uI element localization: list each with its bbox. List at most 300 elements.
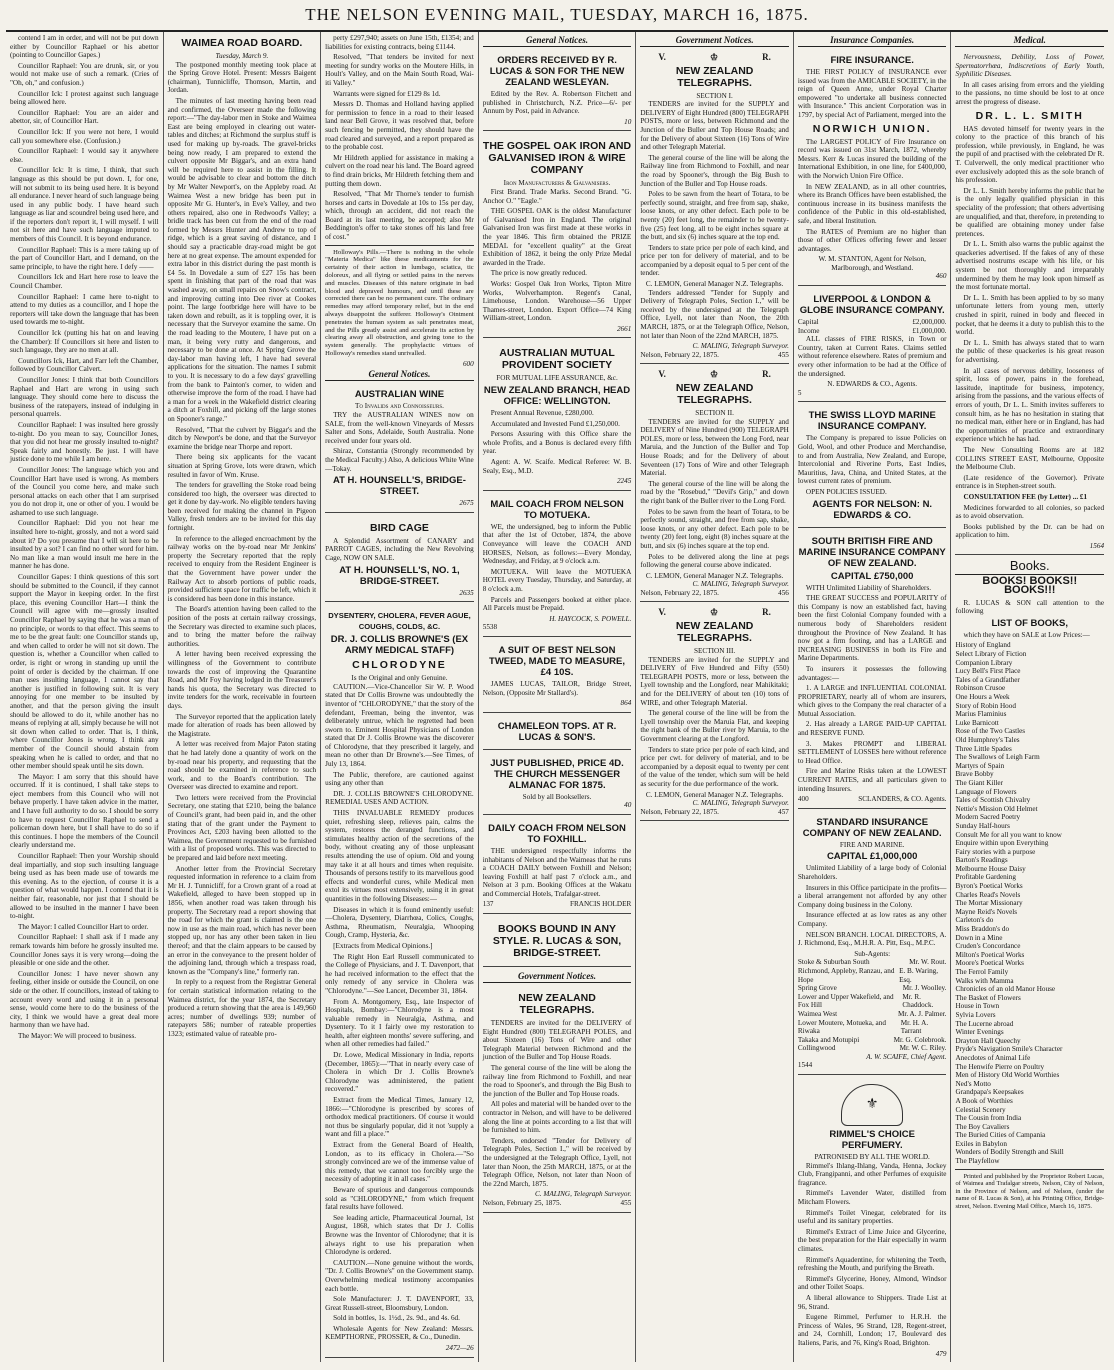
- ad-title: NEW ZEALAND TELEGRAPHS.: [675, 620, 754, 645]
- book-title: Enquire within upon Everything: [955, 839, 1049, 848]
- chlorodyne-title: CHLORODYNE: [352, 659, 447, 672]
- book-title: The Lucerne abroad: [955, 1019, 1014, 1028]
- ad-title: BIRD CAGE: [369, 521, 429, 534]
- ad-body: Present Annual Revenue, £280,000.: [490, 409, 594, 418]
- ad-title: RIMMEL'S CHOICE PERFUMERY.: [829, 1129, 915, 1152]
- crown-icon: ♔: [709, 52, 719, 62]
- ad-body: Medicines forwarded to all colonies, so packed as to avoid observation.: [955, 503, 1105, 521]
- ad-number: 600: [462, 359, 474, 368]
- ad-number: 1564: [1089, 541, 1105, 550]
- ad-body: Sole Manufacturer: J. T. DAVENPORT, 33, Great Russell-street, Bloomsbury, London.: [325, 1295, 474, 1312]
- ad-body: THE GOSPEL OAK is the oldest Manufacturer of Galvanised Iron in England. The original Galvanised Iron was first made at these works in the year 1846. This firm obtained the PRIZE MEDAL for "excellent quality" at the Great Exhibition of 1862, it being the only Prize Medal awarded in the Trade.: [482, 207, 632, 267]
- ad-body: TENDERS are invited for the SUPPLY and DELIVERY of Nine Hundred (900) TELEGRAPH POLES, more or less, between the Long Ford, near Maruia, and the Junction of the Buller and Top House Roads; and for the Delivery of about Seventeen (17) Tons of Wire and other Telegraph Material.: [640, 417, 789, 478]
- sub-agent-district: Waimea West: [797, 1009, 838, 1018]
- sub-agent-row: [798, 1010, 947, 1019]
- ad-body: Tenders to state price per pole of each kind, and price per ton for delivery of material, and to be accompanied by a deposit equal to 5 per cent of the tender.: [640, 243, 789, 278]
- sub-agent-district: Lower and Upper Wakefield, and Fox Hill: [797, 992, 894, 1010]
- telegraphs-section-3: [640, 605, 789, 821]
- ad-subtitle: PATRONISED BY ALL THE WORLD.: [814, 1153, 930, 1162]
- ad-body: Rimmel's Extract of Lime Juice and Glycerine, the best preparation for the Hair especially in warm climates.: [797, 1227, 947, 1253]
- telegraphs-notice: [483, 986, 632, 1212]
- sub-agent-name: Mr. G. Colebrook.: [893, 1035, 947, 1044]
- book-title: The Cousin from India: [955, 1114, 1022, 1123]
- church-messenger-ad: [483, 753, 632, 815]
- book-title: Down in a Mine: [955, 933, 1003, 942]
- ad-body: Dr L. L. Smith has been applied to by so many unfortunate letters from young men, utterly crushed in spirit, ruined in body and fleeced in pocket, that he deems it a duty to publish this to the world.: [955, 293, 1105, 337]
- road-board-paragraph: In reference to the alleged encroachment by the railway works on the by-road near Mr Jenkins' property the Secretary reported that the reply received to enquiry from the Resident Engineer is that the Government have power under the Railway Act to absorb portions of public roads, provided sufficient space for traffic be left, which it is considered has been done in this instance.: [167, 534, 317, 603]
- fire-insurance-ad: [798, 50, 947, 286]
- ad-title: BOOKS BOUND IN ANY STYLE. R. LUCAS & SON, BRIDGE-STREET.: [492, 923, 622, 960]
- ad-body: Rimmel's Glycerine, Honey, Almond, Windsor and other Toilet Soaps.: [797, 1274, 947, 1292]
- ad-date: Nelson, February 22, 1875.: [640, 588, 719, 597]
- sub-agent-district: Stoke & Suburban South: [797, 958, 870, 967]
- council-report-paragraph: Councillor Jones: I have never shown any feeling, either inside or outside the Council, on one side or the other. If councillors, instead of taking to account every word and using it in a personal sense, would come here to do the business of the city, I think we would have a great deal more harmony than we have had.: [10, 969, 159, 1030]
- council-report-paragraph: Councillor Ick (putting his hat on and leaving the Chamber): If Councillors sit here and listen to such language, they are no men at all.: [10, 329, 159, 355]
- road-board-paragraph: Resolved, "That Mr Thorne's tender to furnish horses and carts in Dovedale at 10s to 15s per day, which, through an accident, did not reach the Board at its last meeting, be accepted; also Mr Beddington's offer to take stones off his land free of cost.": [325, 190, 474, 242]
- road-board-paragraph: Resolved, "That tenders be invited for next meeting for sundry works on the Moutere Hills, in Hoult's Valley, and on the Main South Road, Wai-iti Valley.": [325, 53, 474, 87]
- book-title: Rose of the Two Castles: [955, 727, 1026, 736]
- book-title: Three Little Spades: [955, 744, 1012, 753]
- column-5: [636, 32, 794, 1362]
- ad-body: The RATES of Premium are no higher than those of other Offices offering fewer and lesser advantages.: [797, 227, 947, 253]
- ad-body: THE GREAT SUCCESS and POPULARITY of this Company is now an established fact, having been the first Colonial Company founded with a numerous body of Shareholders resident throughout the Province of New Zealand. It has now got a firm footing, and has a LARGE and INCREASING BUSINESS in both its Fire and Marine Departments.: [797, 594, 947, 663]
- telegraphs-section-2: [640, 367, 789, 602]
- bird-cage-ad: [325, 516, 474, 602]
- chlorodyne-ad: [325, 605, 474, 1358]
- books-banner: BOOKS! BOOKS!! BOOKS!!!: [982, 575, 1078, 597]
- ad-body: DR. J. COLLIS BROWNE'S CHLORODYNE. REMEDIAL USES AND ACTION.: [325, 789, 474, 807]
- insurance-companies-header: Insurance Companies.: [798, 34, 947, 47]
- ad-title: THE GOSPEL OAK IRON AND GALVANISED IRON & WIRE COMPANY: [482, 140, 632, 177]
- road-board-paragraph: Warrants were signed for £129 8s 1d.: [333, 89, 441, 98]
- advantage-item: 2. Has already a LARGE PAID-UP CAPITAL and RESERVE FUND.: [797, 720, 947, 738]
- road-board-paragraph: In reply to a request from the Registrar General for certain statistical information relating to the Waimea district, for the year 1874, the Secretary produced a return showing that the area is 149,960 acres; number of dwellings 939; number of ratepayers 586; number of rateable properties 1323; estimated value of rateable pro-: [167, 978, 317, 1038]
- book-title: Grandpapa's Keepsakes: [955, 1088, 1024, 1097]
- masthead: THE NELSON EVENING MAIL, TUESDAY, MARCH 16, 1875.: [6, 0, 1108, 32]
- ad-signature: SCLANDERS, & CO. Agents.: [858, 795, 947, 804]
- advantage-item: 1. A LARGE and INFLUENTIAL COLONIAL PROPRIETARY, nearly all of whom are insurers, which gives to the Company the real character of a Mutual Association.: [797, 684, 947, 718]
- ad-signature: C. MALING, Telegraph Surveyor.: [692, 342, 789, 351]
- ad-title: A SUIT OF BEST NELSON TWEED, MADE TO MEASURE, £4 10S.: [489, 644, 626, 678]
- ad-signature: C. LEMON, General Manager N.Z. Telegraphs.: [645, 571, 784, 580]
- capital-line: CAPITAL £750,000: [830, 570, 914, 582]
- ad-body: Poles to be sawn from the heart of Totara, to be perfectly sound, straight, and free from sap, shake, loose knots, or any other defect. Each pole to be twenty (20) feet long, eight (8) inches square at the butt, and six (6) inches square at the top end.: [640, 507, 789, 550]
- road-board-paragraph: The Board's attention having been called to the position of the posts at certain railway crossings, the Secretary was directed to examine such places, and to bring the matter before the railway authorities.: [167, 605, 317, 648]
- book-title: Modern Sacred Poetry: [955, 813, 1021, 822]
- book-title: One Hours a Week: [955, 693, 1010, 701]
- road-board-paragraph: Messrs D. Thomas and Holland having applied for permission to fence in a road to their leased land near Bell Grove, it was resolved that, before such fencing be permitted, they should have the road cleared and surveyed, and a report prepared as to the probable cost.: [325, 100, 474, 152]
- ad-body: (Late residence of the Governor). Private entrance is in Stephen-street south.: [955, 473, 1105, 491]
- ad-number: 460: [935, 272, 947, 281]
- book-title: The Giant Killer: [955, 778, 1003, 787]
- divider: [955, 1169, 1104, 1170]
- ad-body: The general course of the line will be along the railway line from Richmond to Foxhill, and near the road to Spooner's, and through the Big Bush to the junction of the Buller and Top House roads.: [482, 1064, 632, 1098]
- sub-agent-district: Collingwood: [797, 1044, 836, 1053]
- government-notices-header: Government Notices.: [640, 34, 789, 47]
- ad-number: 2472—26: [445, 1344, 474, 1353]
- sub-agent-district: Lower Moutere, Motueka, and Riwaka: [797, 1018, 886, 1036]
- book-title: Tales of Scottish Chivalry: [955, 796, 1031, 805]
- ad-body: Extract from the Medical Times, January 12, 1866:—"Chlorodyne is prescribed by scores of orthodox medical practitioners. Of course it would not thus be singularly popular, did it not 'supply a want and fill a place.'": [325, 1096, 474, 1139]
- row-value: £2,000,000.: [912, 318, 947, 327]
- ad-body: The price is now greatly reduced.: [490, 269, 587, 278]
- council-report-paragraph: Councillor Jones: The language which you and Councillor Hart have used is wrong. As members of the Council you come here, and make such personal attacks on each other that I am surprised you do not drop it, one or other of you. I would be ashamed to use such language.: [10, 465, 159, 517]
- ad-body: Rimmel's Aquadentine, for whitening the Teeth, refreshing the Mouth, and purifying the Breath.: [797, 1255, 947, 1273]
- amp-society-ad: [483, 341, 632, 490]
- book-title: Mayne Reid's Novels: [955, 907, 1018, 916]
- book-title: Miss Braddon's do: [955, 925, 1010, 934]
- ad-body: Dr L. L. Smith also warns the public against the quackeries advertised. If the fakes of any of these advertised nostrums escape with his life, or his system be not thoroughly and irreparably undermined by them he may look upon himself as the most fortunate mortal.: [955, 240, 1105, 292]
- ad-body: The New Consulting Rooms are at 182 COLLINS STREET EAST, Melbourne, Opposite the Melbourne Club.: [955, 445, 1105, 472]
- ad-body: To insurers it possesses the following advantages:—: [797, 664, 947, 682]
- ad-body: In all cases arising from errors and the yielding to the passions, no time should be lost to at once arrest the progress of disease.: [955, 80, 1105, 106]
- ad-number: 5538: [482, 623, 498, 632]
- ad-signature: C. LEMON, General Manager N.Z. Telegraphs.: [645, 790, 784, 799]
- waimea-report-continued: [325, 34, 474, 242]
- ad-body: JAMES LUCAS, TAILOR, Bridge Street, Nelson, (Opposite Mr Stallard's).: [482, 679, 632, 697]
- council-report-paragraph: contend I am in order, and will not be put down either by Councillor Raphael or his abettor (pointing to Councillor Gapes.): [10, 34, 159, 60]
- ad-shop: AT H. HOUNSELL'S, NO. 1, BRIDGE-STREET.: [339, 564, 460, 587]
- book-title: Anecdotes of Animal Life: [955, 1053, 1031, 1062]
- ad-subtitle: SECTION III.: [694, 647, 736, 656]
- ad-body: Dr L. L. Smith has always stated that to warn the public of these quackeries is his great reason for advertising.: [955, 338, 1105, 364]
- book-title: The Swallows of Leigh Farm: [955, 753, 1040, 762]
- book-title: Language of Flowers: [955, 787, 1017, 796]
- sub-agent-row: [798, 958, 947, 967]
- ad-body: The LARGEST POLICY of Fire Insurance on record was issued on 31st March, 1872, whereby Messrs. Kerr & Lucas insured the building of the International Exhibition, in one line, for £400,000, with the Norwich Union Fire Office.: [797, 137, 947, 180]
- council-report-paragraph: Councillors Ick and Hart here rose to leave the Council Chamber.: [10, 273, 159, 291]
- row-value: £1,000,000.: [912, 326, 947, 335]
- column-3: [321, 32, 479, 1362]
- road-board-paragraph: Resolved, "That the culvert by Biggar's and the ditch by Newport's be done, and that the Surveyor examine the bridge near Thorpe and report.: [167, 425, 317, 451]
- ad-body: Rimmel's Ihlang-Ihlang, Vanda, Henna, Jockey Club, Frangipanni, and other Perfumes of exquisite fragrance.: [797, 1161, 947, 1187]
- ad-footer: [640, 808, 789, 817]
- ad-date: Nelson, February 22, 1875.: [640, 807, 719, 816]
- book-title: Melbourne House Daisy: [955, 864, 1026, 873]
- ad-title: SOUTH BRITISH FIRE AND MARINE INSURANCE COMPANY OF NEW ZEALAND.: [798, 535, 946, 569]
- tweed-suit-ad: [483, 640, 632, 713]
- column-4: [479, 32, 637, 1362]
- ad-body: ALL classes of FIRE RISKS, in Town or Country, taken at Current Rates. Claims settled without reference elsewhere. Rates of premium and every other information to be had at the Office of the undersigned.: [797, 335, 947, 378]
- ad-body: Parcels and Passengers booked at either place. All Parcels must be Prepaid.: [482, 595, 632, 613]
- book-title: Exiles in Babylon: [955, 1139, 1007, 1148]
- ad-number: 5: [797, 388, 802, 397]
- ad-title: NEW ZEALAND TELEGRAPHS.: [675, 382, 754, 406]
- council-report-paragraph: Councillor Raphael: You are drunk, sir, or you would not make use of such a remark. (Cries of "Oh, oh," and confusion.): [10, 61, 159, 87]
- book-title: Wonders of Bodily Strength and Skill: [955, 1148, 1064, 1157]
- ad-number: 2661: [616, 324, 632, 333]
- ad-body: From A. Montgomery, Esq., late Inspector of Hospitals, Bombay:—"Chlorodyne is a most valuable remedy in Neuralgia, Asthma, and Dysentery. To it I fairly owe my restoration to health, after eighteen months' severe suffering, and when all other remedies had failed.": [325, 997, 474, 1049]
- ad-body: Rimmel's Toilet Vinegar, celebrated for its useful and its sanitary properties.: [797, 1208, 947, 1226]
- advantages-list: [798, 684, 947, 765]
- ad-body: Dr L. L. Smith hereby informs the public that he is the only legally qualified physician in this speciality of the profession; that others advertising are unqualified, and that, therefore, in pretending to be qualified are obtaining money under false pretences.: [955, 186, 1105, 238]
- ad-body: TRY the AUSTRALIAN WINES now on SALE, from the well-known Vineyards of Messrs Salter and Sons, Adelaide, South Australia. None received under four years old.: [325, 411, 474, 445]
- council-report-paragraph: Councillor Raphael: I shall ask if I made any remark towards him before he grossly insulted me. Councillor Jones says it is very wrong—doing the pleasible or one side and the other.: [10, 933, 159, 968]
- book-title: Cruden's Concordance: [955, 942, 1021, 951]
- ad-body: Fire and Marine Risks taken at the LOWEST CURRENT RATES, and all particulars given to intending Insurers.: [797, 767, 947, 793]
- ad-body: [Extracts from Medical Opinions.]: [333, 941, 433, 950]
- book-title: Sylvia Lovers: [955, 1010, 996, 1019]
- ad-number: 400: [797, 795, 809, 804]
- ad-body: Books published by the Dr. can be had on application to him.: [955, 522, 1105, 540]
- ad-body: THIS INVALUABLE REMEDY produces quiet, refreshing sleep, relieves pain, calms the system, restores the deranged functions, and stimulates healthy action of the secretions of the body, without creating any of those unpleasant results attending the use of opium. Old and young may take it at all hours and times when requisite. Thousands of persons testify to its marvellous good effects and wonderful cures, while Medical men extol its virtues most extensively, using it in great quantities in the following Diseases:—: [325, 809, 474, 903]
- book-title: Byron's Poetical Works: [955, 882, 1023, 891]
- ad-title: NEW ZEALAND TELEGRAPHS.: [675, 64, 754, 89]
- book-title: Pryde's Navigation Smile's Character: [955, 1045, 1063, 1054]
- council-report-paragraph: Councillor Jones: I think that both Councillors Raphael and Hart are wrong in using such language. They should come here to discuss the business of the ratepayers, instead of indulging in personal quarrels.: [10, 375, 159, 419]
- crown-emblem: V. ♔ R.: [658, 52, 771, 62]
- book-title: Martyrs of Spain: [955, 761, 1005, 770]
- ad-body: Poles to be delivered along the line at pegs following the general course above indicated.: [640, 552, 789, 570]
- standard-insurance-ad: [798, 812, 947, 1075]
- ad-subtitle: NEW ZEALAND BRANCH, HEAD OFFICE: WELLINGTON.: [483, 385, 631, 408]
- mail-coach-ad: [483, 494, 632, 637]
- book-title: Men of History Old World Worthies: [955, 1071, 1060, 1080]
- ad-body: Tenders, endorsed "Tender for Delivery of Telegraph Poles, Section I.," will be received by the undersigned at the Telegraph Office, Lyell, not later than Noon, the 25th MARCH, 1875, or at the Telegraph Office, Nelson, not later than Noon of the 22nd March, 1875.: [482, 1136, 632, 1188]
- capital-row: [798, 318, 947, 327]
- ad-signature: FRANCIS HOLDER: [570, 900, 632, 909]
- book-title: Fairy stories with a purpose: [955, 847, 1036, 856]
- crown-emblem: V. ♔ R.: [658, 369, 771, 380]
- books-intro: R. LUCAS & SON call attention to the following: [955, 598, 1105, 616]
- book-title: Drayton Hall Queechy: [955, 1036, 1021, 1045]
- royal-crest-icon: ⚜: [841, 1084, 903, 1126]
- ad-body: Works: Gospel Oak Iron Works, Tipton Mitre Works, Wolverhampton. Regent's Canal, Limehouse, London. Warehouse—56 Upper Thames-street, London. Export Office—74 King William-street, London.: [482, 279, 632, 323]
- ad-signature: A. W. SCAIFE, Chief Agent.: [866, 1052, 947, 1061]
- book-title: Select Library of Fiction: [955, 650, 1027, 659]
- book-title: The Basket of Flowers: [955, 993, 1021, 1002]
- waimea-report: [168, 61, 317, 1039]
- ad-subtitle: Iron Manufacturers & Galvanisers.: [503, 179, 611, 188]
- ad-title: AUSTRALIAN WINE: [354, 389, 445, 401]
- holloway-notice: Holloway's Pills.—There is nothing in the whole "Materia Medica" like these medicaments for the certainty of their action in lumbago, sciatica, tic doloreux, and all flying or settled pains in the nerves and muscles. Diseases of this nature originate in bad blood and depraved humours, and until these are corrected there can be no permanent cure. The ordinary remedies may afford temporary relief, but in the end always disappoint the sufferer. Holloway's Ointment penetrates the human system as salt penetrates meat, and the Pills greatly assist and accelerate its action by clearing away all obstruction, and giving tone to the system generally. The prophylactic virtues of Holloway's remedies stand unrivalled.: [325, 248, 474, 358]
- council-report-paragraph: Councillor Raphael: I came here to-night to attend to my duties as a councillor, and I hope the reporters will take down the language that has been used towards me to-night.: [10, 292, 159, 327]
- book-title: Luke Barnicott: [955, 718, 999, 727]
- sub-agent-name: E. B. Waring, Esq.: [899, 966, 939, 984]
- ad-number: 457: [778, 807, 789, 816]
- book-title: Ned's Motto: [955, 1079, 991, 1088]
- ad-body: CAUTION.—None genuine without the words, "Dr. J. Collis Browne's" on the Government stamp. Overwhelming medical testimony accompanies each bottle.: [325, 1258, 474, 1293]
- book-title: Moore's Poetical Works: [955, 959, 1024, 968]
- ad-title: NEW ZEALAND TELEGRAPHS.: [518, 992, 596, 1017]
- ad-number: 455: [620, 1198, 632, 1207]
- chameleon-tops-ad: [483, 716, 632, 750]
- sub-agent-name: Mr. J. Woolley.: [902, 984, 947, 993]
- ad-signature: C. MALING, Telegraph Surveyor.: [692, 580, 789, 589]
- sub-agent-district: Richmond, Appleby, Ranzau, and Hope: [797, 966, 895, 984]
- book-title: The Henwife Pierre on Poultry: [955, 1062, 1045, 1071]
- road-board-paragraph: Another letter from the Provincial Secretary requested information in reference to a claim from Mr H. J. Tunnicliff, for a Crown grant of a road at Wakefield, alleged to have been stopped up in 1856, when another road was taken through his property. The Secretary read a report showing that the road for which the grant is claimed is the one now in use as the main road, which has never been stopped up, nor has any other been taken in lieu thereof; and that the claim appears to be caused by an error in the conveyance to the present holder of the adjoining land, through which a trespass road, known as the "Company's line," formerly ran.: [167, 864, 317, 976]
- ad-body: See leading article, Pharmaceutical Journal, 1st August, 1868, which states that Dr J. Collis Browne was the Inventor of Chlorodyne; that it is always right to use his preparation when Chlorodyne is ordered.: [325, 1213, 474, 1257]
- ad-subtitle: Sold by all Booksellers.: [522, 792, 592, 801]
- ad-date: Nelson, February 25, 1875.: [482, 1198, 562, 1207]
- ad-title: AUSTRALIAN MUTUAL PROVIDENT SOCIETY: [499, 347, 615, 372]
- ad-body: TENDERS are invited for the DELIVERY of Eight Hundred (800) TELEGRAPH POLES, and about Sixteen (16) Tons of Wire and other Telegraph Material between Richmond and the junction of the Buller and Top House Roads.: [482, 1019, 632, 1062]
- book-title: Robinson Crusoe: [955, 684, 1006, 693]
- ad-body: Eugene Rimmel, Perfumer to H.R.H. the Princess of Wales, 96 Strand, 128, Regent-street, and 24, Cornhill, London; 17, Boulevard des Italiens, Paris, and 76, King's Road, Brighton.: [797, 1313, 947, 1347]
- dr-smith-ad: [955, 50, 1104, 555]
- ad-body: A Splendid Assortment of CANARY and PARROT CAGES, including the New Revolving Cage, NOW ON SALE.: [325, 536, 474, 562]
- road-board-paragraph: The postponed monthly meeting took place at the Spring Grove Hotel. Present: Messrs Baigent (chairman), Tunnicliffe, Thomson, Martin, and Jordan.: [167, 60, 317, 95]
- sub-agent-row: [798, 967, 947, 984]
- council-report-paragraph: Councillor Ick: It is time, I think, that such language as this should be put down. I, for one, will not submit to its being used here. It is beyond all endurance. I never heard of such language being used in any public body. I have heard such language as liar and scoundrel being used here, and if the reporters don't report it, I will myself. I will not sit here and have such language imputed to members of this Council. It is beyond endurance.: [10, 166, 159, 244]
- council-report-paragraph: Councillors Ick, Hart, and Farr left the Chamber, followed by Councillor Calvert.: [10, 356, 159, 374]
- ad-title: DR. J. COLLIS BROWNE'S (EX ARMY MEDICAL STAFF): [330, 634, 469, 657]
- council-report-paragraph: Councillor Raphael: I was insulted here grossly to-night. Do you mean to say, Councillor Jones, that you did not hear me grossly insulted to-night? Speak fairly and honestly. Be just. I will have justice done to me while I am here.: [10, 420, 159, 464]
- ad-body: Tenders to state price per pole of each kind, and price per cwt. for delivery of material, and to be accompanied by a deposit equal to twenty per cent of the value of the tender, which sum will be held as security for the due performance of the work.: [640, 745, 789, 788]
- sub-agent-row: [798, 1036, 947, 1045]
- south-british-ad: [798, 531, 947, 809]
- council-report-paragraph: Councillor Ick: If you were not here, I would call you somewhere else. (Confusion.): [10, 127, 159, 145]
- ad-subtitle: SECTION I.: [696, 91, 733, 100]
- ad-subtitle: Nervousness, Debility, Loss of Power, Spermatorrhœa, Indiscretions of Early Youth, Syphilitic Diseases.: [955, 53, 1105, 79]
- ad-number: 40: [624, 801, 632, 810]
- ad-signature: AGENTS FOR NELSON: N. EDWARDS & CO.: [812, 498, 933, 521]
- book-title: Lucy Bell's First Place: [955, 667, 1021, 676]
- column-2: [164, 32, 322, 1362]
- council-report-paragraph: Councillor Raphael: You are an aider and abettor, sir, of Councillor Hart.: [10, 108, 159, 126]
- council-report-paragraph: The Mayor: I called Councillor Hart to order.: [18, 922, 149, 931]
- book-title: Story of Robin Hood: [955, 701, 1016, 710]
- ad-subtitle: FOR MUTUAL LIFE ASSURANCE, &c.: [496, 374, 618, 383]
- sub-agent-name: Mr. R. Chaddock.: [902, 992, 934, 1010]
- council-report-paragraph: The Mayor: We will proceed to business.: [18, 1031, 137, 1040]
- book-title: The Mortar Missionary: [955, 899, 1023, 908]
- books-list: [955, 641, 1104, 1165]
- ad-body: Unlimited Liability of a large body of Colonial Shareholders.: [797, 864, 947, 881]
- ad-footer: [640, 351, 789, 360]
- book-title: Celestial Scenery: [955, 1105, 1006, 1114]
- sub-agent-district: Spring Grove: [797, 984, 837, 993]
- income-row: [798, 327, 947, 336]
- sub-agent-district: Takaka and Motupipi: [797, 1035, 860, 1044]
- council-report-paragraph: Councillor Raphael: Then your Worship should deal impartially, and stop such insulting language being used as has been made use of towards me this evening. As to the ejection, of course it is a question of what would happen. I contend that it is neither fair, reasonable, nor just that I should be allowed to be insulted in the manner I have been to-night.: [10, 852, 159, 921]
- swiss-lloyd-ad: [798, 405, 947, 527]
- row-label: Income: [797, 326, 820, 335]
- australian-wine-ad: [325, 384, 474, 512]
- ad-title: MAIL COACH FROM NELSON TO MOTUEKA.: [490, 498, 624, 521]
- wesleyan-ad: [483, 50, 632, 131]
- norwich-union-title: NORWICH UNION.: [812, 122, 932, 135]
- ad-subtitle: Is the Original and only Genuine.: [351, 674, 448, 683]
- road-board-paragraph: A letter was received from Major Paton stating that he had lately done a quantity of work on the by-road near his property, and requesting that the road should be examined in reference to such work, and to the Board's contribution. The Overseer was directed to examine and report.: [167, 740, 317, 792]
- books-list-title: LIST OF BOOKS,: [991, 617, 1069, 629]
- rimmel-perfumery-ad: [798, 1078, 947, 1362]
- column-6: [794, 32, 952, 1362]
- crown-emblem: V. ♔ R.: [658, 607, 771, 618]
- ad-body: NELSON BRANCH. LOCAL DIRECTORS, A. J. Richmond, Esq., M.H.R. A. Pitt, Esq., M.P.C.: [797, 930, 947, 948]
- road-board-paragraph: The tenders for gravelling the Stoke road being considered too high, the overseer was directed to get it done by day-work. No eligible tenders having been received for making the channel in Pigeon Valley, fresh tenders are to be invited for this day fortnight.: [167, 481, 317, 533]
- ad-body: Insurance effected at as low rates as any other Company.: [797, 911, 947, 928]
- row-label: Capital: [797, 318, 819, 327]
- sub-agent-name: Mr. W. C. Riley.: [899, 1044, 947, 1053]
- book-title: Barton's Readings: [955, 856, 1008, 865]
- ad-signature: H. HAYCOCK, S. POWELL.: [549, 614, 632, 623]
- ad-title: JUST PUBLISHED, PRICE 4D. THE CHURCH MESSENGER ALMANAC FOR 1875.: [490, 757, 624, 791]
- book-title: Profitable Gardening: [955, 873, 1016, 882]
- sub-agent-name: Mr. W. Rout.: [909, 958, 947, 967]
- council-report-paragraph: Councillor Gapes: I think questions of this sort should be submitted to the Council, if they cannot support the Mayor in keeping order. In the first place, this evening Councillor Hart—I think the Council will agree with me—grossly insulted Councillor Raphael by saying that he was a man of no principle, or words to that effect. This seems to me to be the great fault: one Councillor stands up, and when called to order he will not sit down. The question is, whether a Councillor when called to order, is right or wrong in standing up until the point of order is decided by the chairman. If one man uses insulting language, I cannot say that another is justified in following suit. It is very annoying for one member to be insulted by another, and that the person giving the insult should be allowed to do it, while another has no means of replying at all, simply because he will not sit down when called to order. That is, I think, where Councillor Jones is wrong. I think any member of the Council should abstain from speaking when he is called to order, and that no other member should speak until he sits down.: [10, 573, 159, 771]
- column-1: [6, 32, 164, 1362]
- ad-title: THE SWISS LLOYD MARINE INSURANCE COMPANY.: [808, 410, 936, 433]
- ad-body: Extract from the General Board of Health, London, as to its efficacy in Cholera.—"So strongly convinced are we of the immense value of this remedy, that we cannot too forcibly urge the necessity of adopting it in all cases.": [325, 1141, 474, 1184]
- ad-title: DYSENTERY, CHOLERA, FEVER AGUE, COUGHS, COLDS, &C.: [328, 611, 471, 632]
- book-title: Tales of a Grandfather: [955, 675, 1020, 684]
- ad-body: CAUTION.—Vice-Chancellor Sir W. P. Wood stated that Dr Collis Browne was undoubtedly the inventor of "CHLORODYNE," that the story of the defendant, Freeman, being the inventor, was deliberately untrue, which he regretted had been sworn to. Eminent Hospital Physicians of London stated that Dr J. Collis Browne was the discoverer of Chlorodyne, that they prescribed it largely, and mean no other than Dr Browne's.—See Times, of July 13, 1864.: [325, 682, 474, 769]
- ad-signature: C. MALING, Telegraph Surveyor.: [692, 799, 789, 808]
- ad-number: 2245: [616, 477, 632, 486]
- ad-title: DAILY COACH FROM NELSON TO FOXHILL.: [488, 822, 626, 845]
- ad-title: FIRE INSURANCE.: [830, 55, 914, 66]
- ad-title: LIVERPOOL & LONDON & GLOBE INSURANCE COMPANY.: [799, 294, 945, 317]
- sub-agent-row: [798, 1019, 947, 1036]
- doctor-name: DR. L. L. SMITH: [975, 109, 1084, 122]
- ad-footer: [483, 900, 632, 909]
- ad-body: The general course of the line will be from the Lyell township over the Maruia Flat, and keeping the right bank of the Buller river by Maruia, to the Government clearing at the Longford.: [640, 709, 789, 743]
- council-report-paragraph: Councillor Ick: I protest against such language being allowed here.: [10, 89, 159, 107]
- sub-agents-header: Sub-Agents:: [854, 949, 891, 958]
- road-board-paragraph: perty £297,940; assets on June 15th, £1354; and liabilities for existing contracts, being £1144.: [325, 34, 474, 51]
- ad-body: OPEN POLICIES ISSUED.: [805, 487, 887, 496]
- ad-body: TENDERS are invited for the SUPPLY and DELIVERY of Eight Hundred (800) TELEGRAPH POSTS, more or less, between Richmond and the Junction of the Buller and Top House Roads; and for the Delivery of about Sixteen (16) Tons of Wire and other Telegraph Material.: [640, 100, 789, 152]
- ad-body: Poles to be sawn from the heart of Totara, to be perfectly sound, straight, and free from sap, shake, loose knots, or any other defect. Each pole to be twenty (20) feet long, the remainder to be twenty-five (25) feet long, all to be eight inches square at the butt, and six (6) inches square at the top end.: [640, 190, 789, 242]
- ad-footer: [483, 1199, 632, 1208]
- book-title: The Buried Cities of Campania: [955, 1131, 1046, 1140]
- ad-footer: [798, 795, 947, 804]
- divider: [325, 245, 474, 246]
- ad-body: Tenders addressed "Tender for Supply and Delivery of Telegraph Poles, Section I.," will be received by the undersigned at the Telegraph Office, Lyell, not later than Noon, the 20th MARCH, 1875, or at the Telegraph Office, Nelson, not later than Noon of the 22nd MARCH, 1875.: [640, 288, 789, 340]
- ad-body: Dr. Lowe, Medical Missionary in India, reports (December, 1865):—"That in nearly every case of Cholera in which Dr J. Collis Browne's Chlorodyne was administered, the patient recovered.": [325, 1051, 474, 1094]
- medical-header: Medical.: [955, 34, 1104, 47]
- ad-body: Edited by the Rev. A. Robertson Fitchett and published in Christchurch, N.Z. Price—6/- per Annum by Post, paid in Advance.: [482, 90, 632, 116]
- ad-shop: AT H. HOUNSELL'S, BRIDGE-STREET.: [332, 475, 466, 498]
- ad-body: Persons Assuring with this Office share the whole Profits, and a Bonus is declared every fifth year.: [482, 430, 632, 456]
- ad-body: HAS devoted himself for twenty years in the colony to the practice of this branch of his profession, while previously, in England, he was the pupil of and practised with the celebrated Dr R. T. Culverwell, the only medical practitioner who ever exclusively adopted this as the sole branch of his profession.: [955, 124, 1105, 185]
- road-board-paragraph: The Surveyor reported that the application lately made for alteration of roads has been allowed by the Magistrate.: [167, 712, 317, 738]
- road-board-paragraph: A letter having been received expressing the willingness of the Government to contribute towards the cost of improving the Quarantine Road, and Mr Foy having lodged in the Treasurer's hands his quota, the Secretary was directed to invite tenders for the work, receivable in fourteen days.: [167, 650, 317, 710]
- council-report-paragraph: Councillor Raphael: I would say it anywhere else.: [10, 147, 159, 164]
- ad-body: Shiraz, Constantia (Strongly recommended by the Medical Faculty.) Also, A delicious White Wine—Tokay.: [325, 447, 474, 473]
- council-report-paragraph: Councillor Raphael: Did you not hear me insulted here to-night, grossly, and not a word said about it? Do you presume that I will sit here to be insulted by a sot? I can find no other word for him. No man like a man would insult me here in the manner he has done.: [10, 519, 159, 571]
- ad-signature: C. MALING, Telegraph Surveyor.: [534, 1190, 632, 1199]
- ad-footer: [640, 589, 789, 598]
- sub-agent-row: [798, 984, 947, 993]
- sub-agents-list: [798, 958, 947, 1053]
- ad-subtitle: To Invalids and Connoisseurs.: [354, 402, 444, 411]
- ad-number: 864: [620, 699, 632, 708]
- book-title: Winter Evenings: [955, 1028, 1004, 1037]
- ad-body: The Company is prepared to issue Policies on Gold, Wool, and other Produce and Merchandise, to and from Australia, New Zealand, and Europe, Intercolonial and Riverine Ports, East Indies, Mauritius, Java, China, and United States, at the lowest current rates of premium.: [797, 434, 947, 486]
- gospel-oak-ad: [483, 134, 632, 338]
- ad-body: TENDERS are invited for the SUPPLY and DELIVERY of Five Hundred and Fifty (550) TELEGRAPH POSTS, more or less, between the Lyell township and the Longford, near Mahikitaki; and for the DELIVERY of about ten (10) tons of WIRE, and other Telegraph Material.: [640, 655, 789, 707]
- general-notices-header: General Notices.: [483, 34, 632, 47]
- ad-number: 2675: [459, 499, 474, 508]
- book-title: Carleton's do: [955, 916, 994, 925]
- sub-agent-row: [798, 993, 947, 1010]
- ad-body: In all cases of nervous debility, looseness of spirit, loss of power, pains in the forehead, lassitude, inaptitude for business, impotency, arising from the passions, and the various effects of errors of youth, Dr L. L. Smith invites sufferers to consult him, as he has no hesitation in stating that no medical man, either here or in England, has had the opportunities of practice and extraordinary experience which he has had.: [955, 366, 1105, 444]
- ad-number: 10: [624, 117, 632, 126]
- ad-body: Insurers in this Office participate in the profits—a liberal arrangement not afforded by any other Company doing business in the Colony.: [797, 883, 947, 909]
- ad-title: STANDARD INSURANCE COMPANY OF NEW ZEALAND.: [802, 816, 942, 839]
- ad-body: Wholesale Agents for New Zealand: Messrs. KEMPTHORNE, PROSSER, & Co., Dunedin.: [325, 1324, 474, 1342]
- ad-body: The Public, therefore, are cautioned against using any other than: [325, 770, 474, 788]
- column-7: [951, 32, 1108, 1362]
- ad-number: 137: [482, 900, 494, 909]
- ad-date: Nelson, February 22, 1875.: [640, 350, 719, 359]
- ad-number: 479: [935, 1349, 947, 1358]
- ad-subtitle: SECTION II.: [695, 409, 734, 417]
- council-report-paragraph: The Mayor: I am sorry that this should have occurred. If it is continued, I shall take steps to eject members from this Council who will not behave properly. I have taken advice in the matter, and I have full authority to do so. I should be sorry to have to request Councillor Raphael to send a policeman down here, but I shall have to do so if this continues. I hope the members of the Council clearly understand me.: [10, 772, 159, 850]
